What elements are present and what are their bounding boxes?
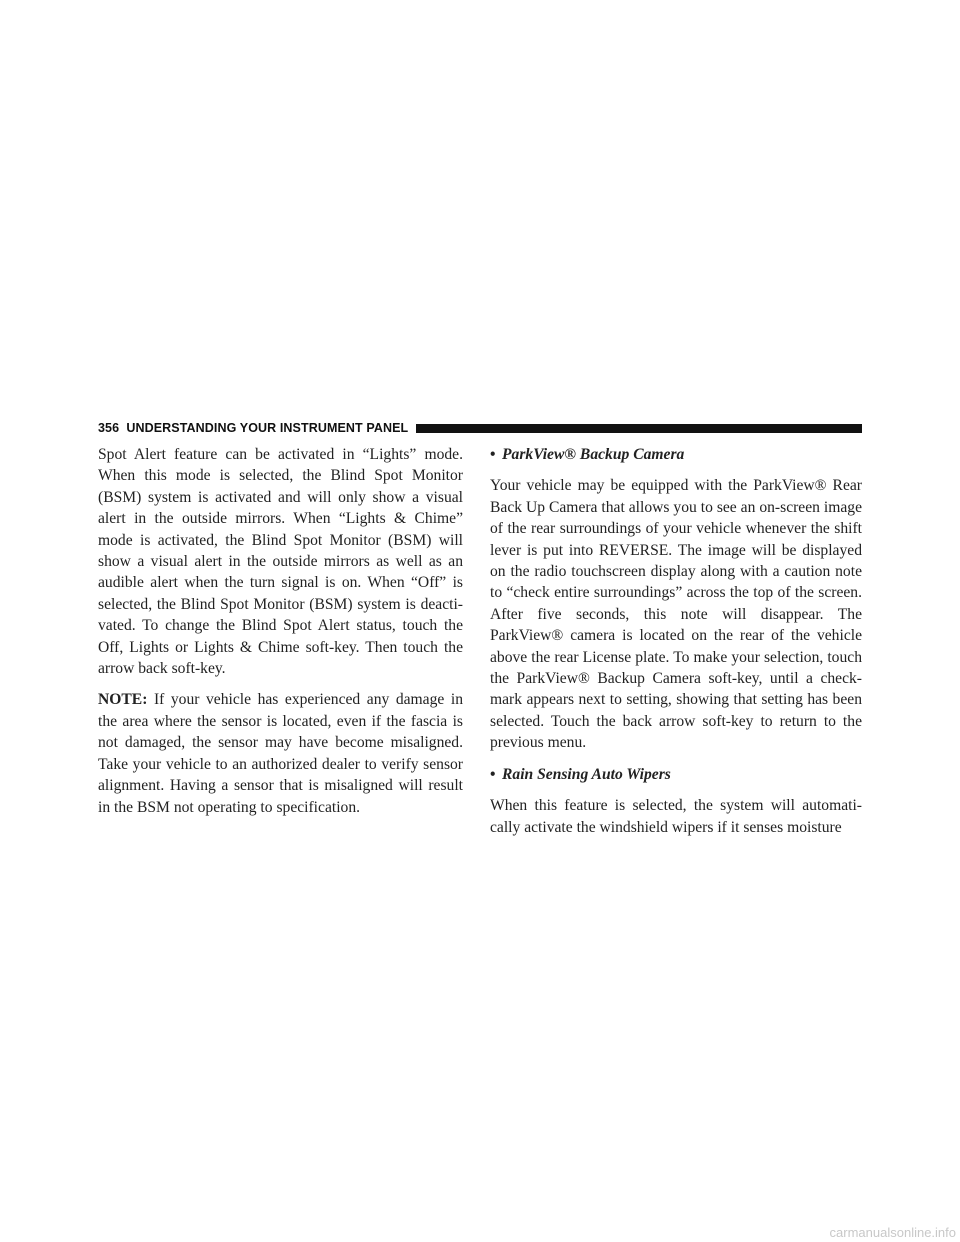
page-header-text bbox=[98, 421, 408, 435]
parkview-paragraph: Your vehicle may be equipped with the ParkView® Rear Back Up Camera that allows you to see an on-screen image of the rear surroundings of your vehicle whenever the shift lever is put into REVERSE. The image will be displayed on the radio touchscreen display along with a caution note to “check entire surroundings” across the top of the screen. After five seconds, this note will disappear. The ParkView® camera is located on the rear of the vehicle above the rear License plate. To make your selection, touch the ParkView® Backup Camera soft-key, until a check-mark appears next to setting, showing that setting has been selected. Touch the back arrow soft-key to return to the previous menu. bbox=[490, 477, 862, 752]
page-header bbox=[98, 420, 862, 436]
bullet-rain-sensing bbox=[490, 764, 862, 785]
rain-sensing-paragraph: When this feature is selected, the system will automati-cally activate the windshield wipers if it senses moisture bbox=[490, 797, 862, 836]
note-label: NOTE: bbox=[98, 691, 148, 709]
note-text: If your vehicle has experienced any damage in the area where the sensor is located, even if the fascia is not damaged, the sensor may have become misaligned. Take your vehicle to an authorized dealer to verify sensor alignment. Having a sensor that is misaligned will result in the BSM not operating to specification. bbox=[98, 691, 463, 816]
left-column bbox=[98, 444, 463, 828]
note-paragraph bbox=[98, 689, 463, 817]
bsm-paragraph: Spot Alert feature can be activated in “Lights” mode. When this mode is selected, the Blind Spot Monitor (BSM) system is activated and will only show a visual alert in the outside mirrors. When “Lights & Chime” mode is activated, the Blind Spot Monitor (BSM) will show a visual alert in the outside mirrors as well as an audible alert when the turn signal is on. When “Off” is selected, the Blind Spot Monitor (BSM) system is deacti-vated. To change the Blind Spot Alert status, touch the Off, Lights or Lights & Chime soft-key. Then touch the arrow back soft-key. bbox=[98, 446, 463, 678]
page-number: 356 bbox=[98, 421, 120, 435]
bullet-rain-sensing-label: Rain Sensing Auto Wipers bbox=[502, 765, 671, 783]
header-rule bbox=[416, 424, 862, 433]
watermark: carmanualsonline.info bbox=[829, 1225, 956, 1240]
right-column bbox=[490, 444, 862, 848]
bullet-dot-icon: • bbox=[490, 765, 496, 783]
section-title: UNDERSTANDING YOUR INSTRUMENT PANEL bbox=[126, 421, 409, 435]
bullet-dot-icon: • bbox=[490, 446, 496, 463]
bullet-parkview-label: ParkView® Backup Camera bbox=[502, 446, 685, 463]
bullet-parkview bbox=[490, 444, 862, 465]
